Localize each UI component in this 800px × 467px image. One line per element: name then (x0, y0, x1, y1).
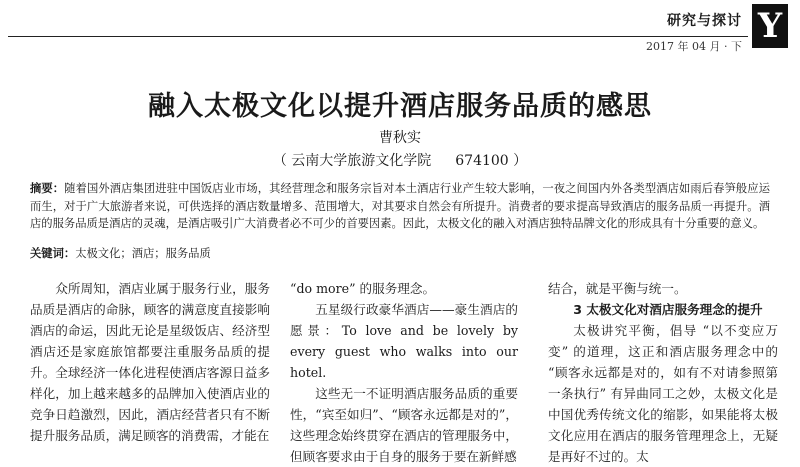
body-paragraph: 结合，就是平衡与统一。 (548, 281, 687, 296)
issue-date: 2017 年 04 月 · 下 (646, 40, 742, 53)
abstract (30, 180, 770, 233)
section-name: 研究与探讨 (667, 13, 742, 29)
affiliation (0, 150, 800, 170)
header-rule (8, 36, 748, 37)
article-title: 融入太极文化以提升酒店服务品质的感思 (148, 91, 652, 122)
body-paragraph: “do more” 的服务理念。 (290, 281, 436, 296)
body-column-1 (30, 278, 270, 446)
body-paragraph: 五星级行政豪华酒店——豪生酒店的愿景：To love and be lovely by every guest who walks into our hotel. (290, 302, 518, 380)
body-paragraph: 这些无一不证明酒店服务品质的重要性，“宾至如归”、“顾客永远都是对的”，这些理念始终贯穿在酒店的管理服务中，但顾客要求由于自身的服务于要在新鲜感 (290, 386, 518, 464)
abstract-label: 摘要： (30, 181, 65, 195)
section-heading: 3 太极文化对酒店服务理念的提升 (573, 302, 763, 317)
body-paragraph: 太极讲究平衡，倡导 “以不变应万变” 的道理，这正和酒店服务理念中的 “顾客永远都是对的，如有不对请参照第一条执行” 有异曲同工之妙，太极文化是中国优秀传统文化的缩影，如果能将太极文化应用在酒店的服务管理理念上，无疑是再好不过的。太 (548, 323, 778, 464)
body-column-3 (548, 278, 778, 467)
affiliation-name: （ 云南大学旅游文化学院 (272, 153, 432, 169)
keywords (30, 245, 770, 261)
keywords-label: 关键词： (30, 246, 76, 260)
affiliation-zip: 674100 ） (455, 153, 528, 169)
abstract-text: 随着国外酒店集团进驻中国饭店业市场，其经营理念和服务宗旨对本土酒店行业产生较大影响，一夜之间国内外各类型酒店如雨后春笋般应运而生，对于广大旅游者来说，可供选择的酒店数量增多、范围增大，对其要求自然会有所提升。消费者的要求提高导致酒店的服务品质一再提升。酒店的服务品质是酒店的灵魂，是酒店吸引广大消费者必不可少的首要因素。因此，太极文化的融入对酒店独特品牌文化的形成具有十分重要的意义。 (30, 182, 770, 230)
keywords-text: 太极文化；酒店；服务品质 (75, 247, 211, 260)
journal-badge: Y (752, 4, 788, 48)
author: 曹秋实 (379, 130, 421, 146)
body-paragraph: 众所周知，酒店业属于服务行业，服务品质是酒店的命脉，顾客的满意度直接影响酒店的命运，因此无论是星级饭店、经济型酒店还是家庭旅馆都要注重服务品质的提升。全球经济一体化进程使酒店客源日益多样化，加上越来越多的品牌加入使酒店业的竞争日趋激烈，因此，酒店经营者只有不断提升服务品质，满足顾客的消费需，才能在 (30, 281, 270, 443)
body-column-2 (290, 278, 518, 467)
